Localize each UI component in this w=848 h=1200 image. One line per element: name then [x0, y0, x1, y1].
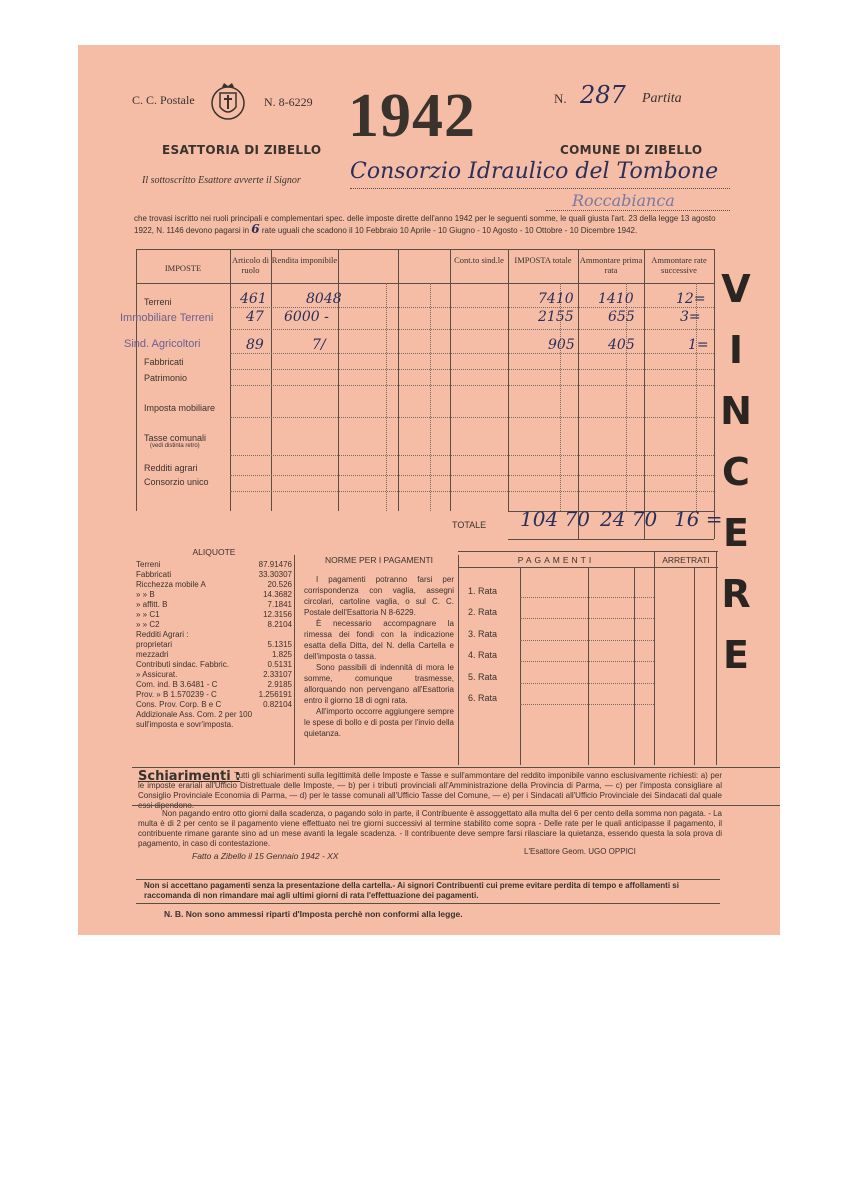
aliquota-value: 33.30307 [258, 570, 292, 579]
aliquota-label: Cons. Prov. Corp. B e C [136, 700, 222, 709]
row-label-terreni: Terreni [144, 297, 172, 307]
fatto-line: Fatto a Zibello il 15 Gennaio 1942 - XX [192, 851, 339, 861]
header-rate-successive: Ammontare rate successive [651, 255, 707, 275]
rata-3: 3. Rata [468, 629, 498, 639]
aliquota-label: Com. ind. B 3.6481 - C [136, 680, 218, 689]
row-label-tasse-note: (vedi distinta retro) [150, 443, 200, 449]
taxpayer-name: Consorzio Idraulico del Tombone [350, 159, 719, 184]
footer-nb: N. B. Non sono ammessi riparti d'Imposta perchè non conformi alla legge. [164, 909, 463, 919]
aliquota-label: mezzadri [136, 650, 169, 659]
header-articolo: Articolo di ruolo [231, 255, 270, 275]
r2-prima: 655 [608, 309, 635, 325]
aliquota-value: 0.5131 [267, 660, 292, 669]
comune-name: COMUNE DI ZIBELLO [560, 143, 703, 157]
schiarimenti-text: Tutti gli schiarimenti sulla legittimità delle Imposte e Tasse e sull'ammontare del reddito imponibile vanno esclusivamente richiesti: a) per le imposte erariali all'Ufficio Distrettuale delle Imposte, — b) per i tributi provinciali all'Amministrazione della Provincia di Parma, — c) per l'imposta consigliare al Consiglio Provinciale Economia di Parma, — d) per le tasse comunali all'Ufficio Tasse del Comune, — e) per i Sindacati all'Ufficio Provinciale dei Sindacati dal quale essi dipendono. [138, 771, 722, 810]
aliquota-row [136, 600, 292, 610]
aliquota-label: Redditi Agrari : [136, 630, 189, 639]
aliquota-value: 14.3682 [263, 590, 292, 599]
aliquote-title: ALIQUOTE [192, 547, 236, 557]
cc-postale-label: C. C. Postale [132, 93, 195, 107]
norme-p4: All'importo occorre aggiungere sempre le spese di bollo e di posta per l'invio della quietanza. [304, 707, 454, 738]
coat-of-arms-emblem [210, 81, 246, 127]
cc-number: N. 8-6229 [264, 95, 313, 109]
aliquota-row [136, 610, 292, 620]
aliquota-row [136, 680, 292, 690]
r3-articolo: 89 [246, 337, 264, 353]
aliquota-row [136, 700, 292, 710]
aliquota-label: Contributi sindac. Fabbric. [136, 660, 229, 669]
aliquota-value: 5.1315 [267, 640, 292, 649]
aliquote-section [136, 547, 292, 730]
aliquota-row [136, 640, 292, 650]
aliquota-value: 1.256191 [258, 690, 292, 699]
esattore-signature: L'Esattore Geom. UGO OPPICI [524, 847, 636, 856]
rata-5: 5. Rata [468, 672, 498, 682]
r1-succ: 12= [676, 291, 706, 307]
arretrati-title: ARRETRATI [662, 555, 710, 565]
partita-label: Partita [642, 91, 682, 106]
aliquota-row [136, 670, 292, 680]
rata-4: 4. Rata [468, 650, 498, 660]
aliquota-row [136, 560, 292, 570]
aliquota-value: 1.825 [271, 650, 292, 659]
norme-p3: Sono passibili di indennità di mora le somme, comunque trasmesse, allorquando non pervengano all'Esattoria entro il giorno 18 di ogni rata. [304, 663, 454, 705]
header-rendita: Rendita imponibile [271, 255, 338, 265]
r1-rendita: 8048 [306, 291, 342, 307]
r1-articolo: 461 [240, 291, 267, 307]
row-label-consorzio-unico: Consorzio unico [144, 477, 209, 487]
vincere-slogan: V I N C E R E [720, 267, 752, 677]
header-imposte: IMPOSTE [164, 263, 202, 273]
intro-paragraph: che trovasi iscritto nei ruoli principali e complementari spec. delle imposte dirette dell'anno 1942 per le seguenti somme, le quali giusta l'art. 23 della legge 13 agosto 1922, N. 1146 devono pagarsi in 6 rate uguali che scadono il 10 Febbraio 10 Aprile - 10 Giugno - 10 Agosto - 10 Ottobre - 10 Dicembre 1942. [134, 214, 716, 236]
aliquota-row [136, 660, 292, 670]
row-label-fabbricati: Fabbricati [144, 357, 184, 367]
footer-warning: Non si accettano pagamenti senza la presentazione della cartella.- Ai signori Contribuenti cui preme evitare perdita di tempo e affollamenti si raccomanda di non rimandare mai agli ultimi giorni di rata l'effettuazione dei pagamenti. [144, 881, 679, 900]
r3-rendita: 7/ [312, 337, 326, 353]
aliquota-label: » » C1 [136, 610, 160, 619]
avverte-text: Il sottoscritto Esattore avverte il Signor [142, 175, 301, 186]
totale-prima: 24 70 [600, 507, 658, 531]
totale-label: TOTALE [452, 520, 487, 530]
aliquota-value: 87.91476 [258, 560, 292, 569]
norme-p1: I pagamenti potranno farsi per corrispondenza con vaglia, assegni circolari, cartoline vaglia, o sul C. C. Postale dell'Esattoria N 8-6229. [304, 575, 454, 617]
aliquota-label: Prov. » B 1.570239 - C [136, 690, 217, 699]
r3-prima: 405 [608, 337, 635, 353]
aliquota-label: » » C2 [136, 620, 160, 629]
aliquote-addizionale: Addizionale Ass. Com. 2 per 100 sull'imposta e sovr'imposta. [136, 710, 253, 729]
rata-6: 6. Rata [468, 693, 498, 703]
aliquota-row [136, 630, 292, 640]
partita-number: 287 [580, 81, 626, 109]
r2-articolo: 47 [246, 309, 264, 325]
mora-text: Non pagando entro otto giorni dalla scadenza, o pagando solo in parte, il Contribuente è assoggettato alla multa del 6 per cento della somma non pagata. - La multa è di 2 per cento se il pagamento viene effettuato nei tre giorni successivi al termine stabilito come sopra - Delle rate per le quali anticipasse il pagamento, il contribuente rimane garante sino ad un mese avanti la legale scadenza. - Il contribuente deve sempre farsi rilasciare la quietanza, essendo questa la sola prova di pagamento, in caso di contestazione. [138, 809, 722, 848]
totale-imposta: 104 70 [520, 507, 590, 531]
aliquota-label: » » B [136, 590, 155, 599]
aliquota-row [136, 570, 292, 580]
partita-prefix: N. [554, 91, 567, 106]
norme-p2: È necessario accompagnare la rimessa dei fondi con la indicazione esatta della Ditta, del N. della Cartella e dell'imposta o tassa. [304, 619, 454, 661]
r1-prima: 1410 [598, 291, 634, 307]
aliquota-row [136, 650, 292, 660]
year-title: 1942 [348, 82, 476, 150]
norme-section [304, 555, 454, 739]
norme-title: NORME PER I PAGAMENTI [325, 555, 433, 565]
rata-2: 2. Rata [468, 607, 498, 617]
r3-succ: 1= [688, 337, 709, 353]
aliquota-label: Fabbricati [136, 570, 172, 579]
r2-rendita: 6000 - [284, 309, 329, 325]
row-label-sind-agricoltori: Sind. Agricoltori [124, 338, 201, 350]
aliquota-value: 7.1841 [267, 600, 292, 609]
header-contosind: Cont.to sind.le [454, 255, 504, 265]
aliquota-value: 2.33107 [263, 670, 292, 679]
totale-succ: 16 = [674, 507, 723, 531]
aliquota-value: 12.3156 [263, 610, 292, 619]
r1-totale: 7410 [538, 291, 574, 307]
row-label-redditi-agrari: Redditi agrari [144, 463, 198, 473]
r3-totale: 905 [548, 337, 575, 353]
aliquota-value: 2.9185 [267, 680, 292, 689]
esattoria-name: ESATTORIA DI ZIBELLO [162, 143, 322, 157]
aliquota-label: » Assicurat. [136, 670, 178, 679]
header-imposta-totale: IMPOSTA totale [514, 255, 572, 265]
aliquota-value: 0.82104 [263, 700, 292, 709]
r2-succ: 3= [680, 309, 701, 325]
row-label-tasse-comunali: Tasse comunali [144, 433, 207, 443]
row-label-imposta-mobiliare: Imposta mobiliare [144, 403, 216, 413]
pagamenti-title: PAGAMENTI [517, 555, 595, 565]
r2-totale: 2155 [538, 309, 574, 325]
aliquota-value: 20.526 [267, 580, 292, 589]
aliquota-label: » affitt. B [136, 600, 168, 609]
header-prima-rata: Ammontare prima rata [579, 255, 643, 275]
tax-bill-sheet [78, 45, 780, 935]
rata-1: 1. Rata [468, 586, 498, 596]
aliquota-label: Terreni [136, 560, 161, 569]
aliquota-value: 8.2104 [267, 620, 292, 629]
taxpayer-place: Roccabianca [572, 191, 675, 210]
aliquota-row [136, 590, 292, 600]
aliquota-label: proprietari [136, 640, 173, 649]
aliquota-label: Ricchezza mobile A [136, 580, 206, 589]
aliquota-row [136, 690, 292, 700]
row-label-immobiliare: Immobiliare Terreni [120, 312, 214, 324]
aliquota-row [136, 580, 292, 590]
schiarimenti-title: Schiarimenti : [138, 769, 241, 784]
row-label-patrimonio: Patrimonio [144, 373, 188, 383]
aliquota-row [136, 620, 292, 630]
